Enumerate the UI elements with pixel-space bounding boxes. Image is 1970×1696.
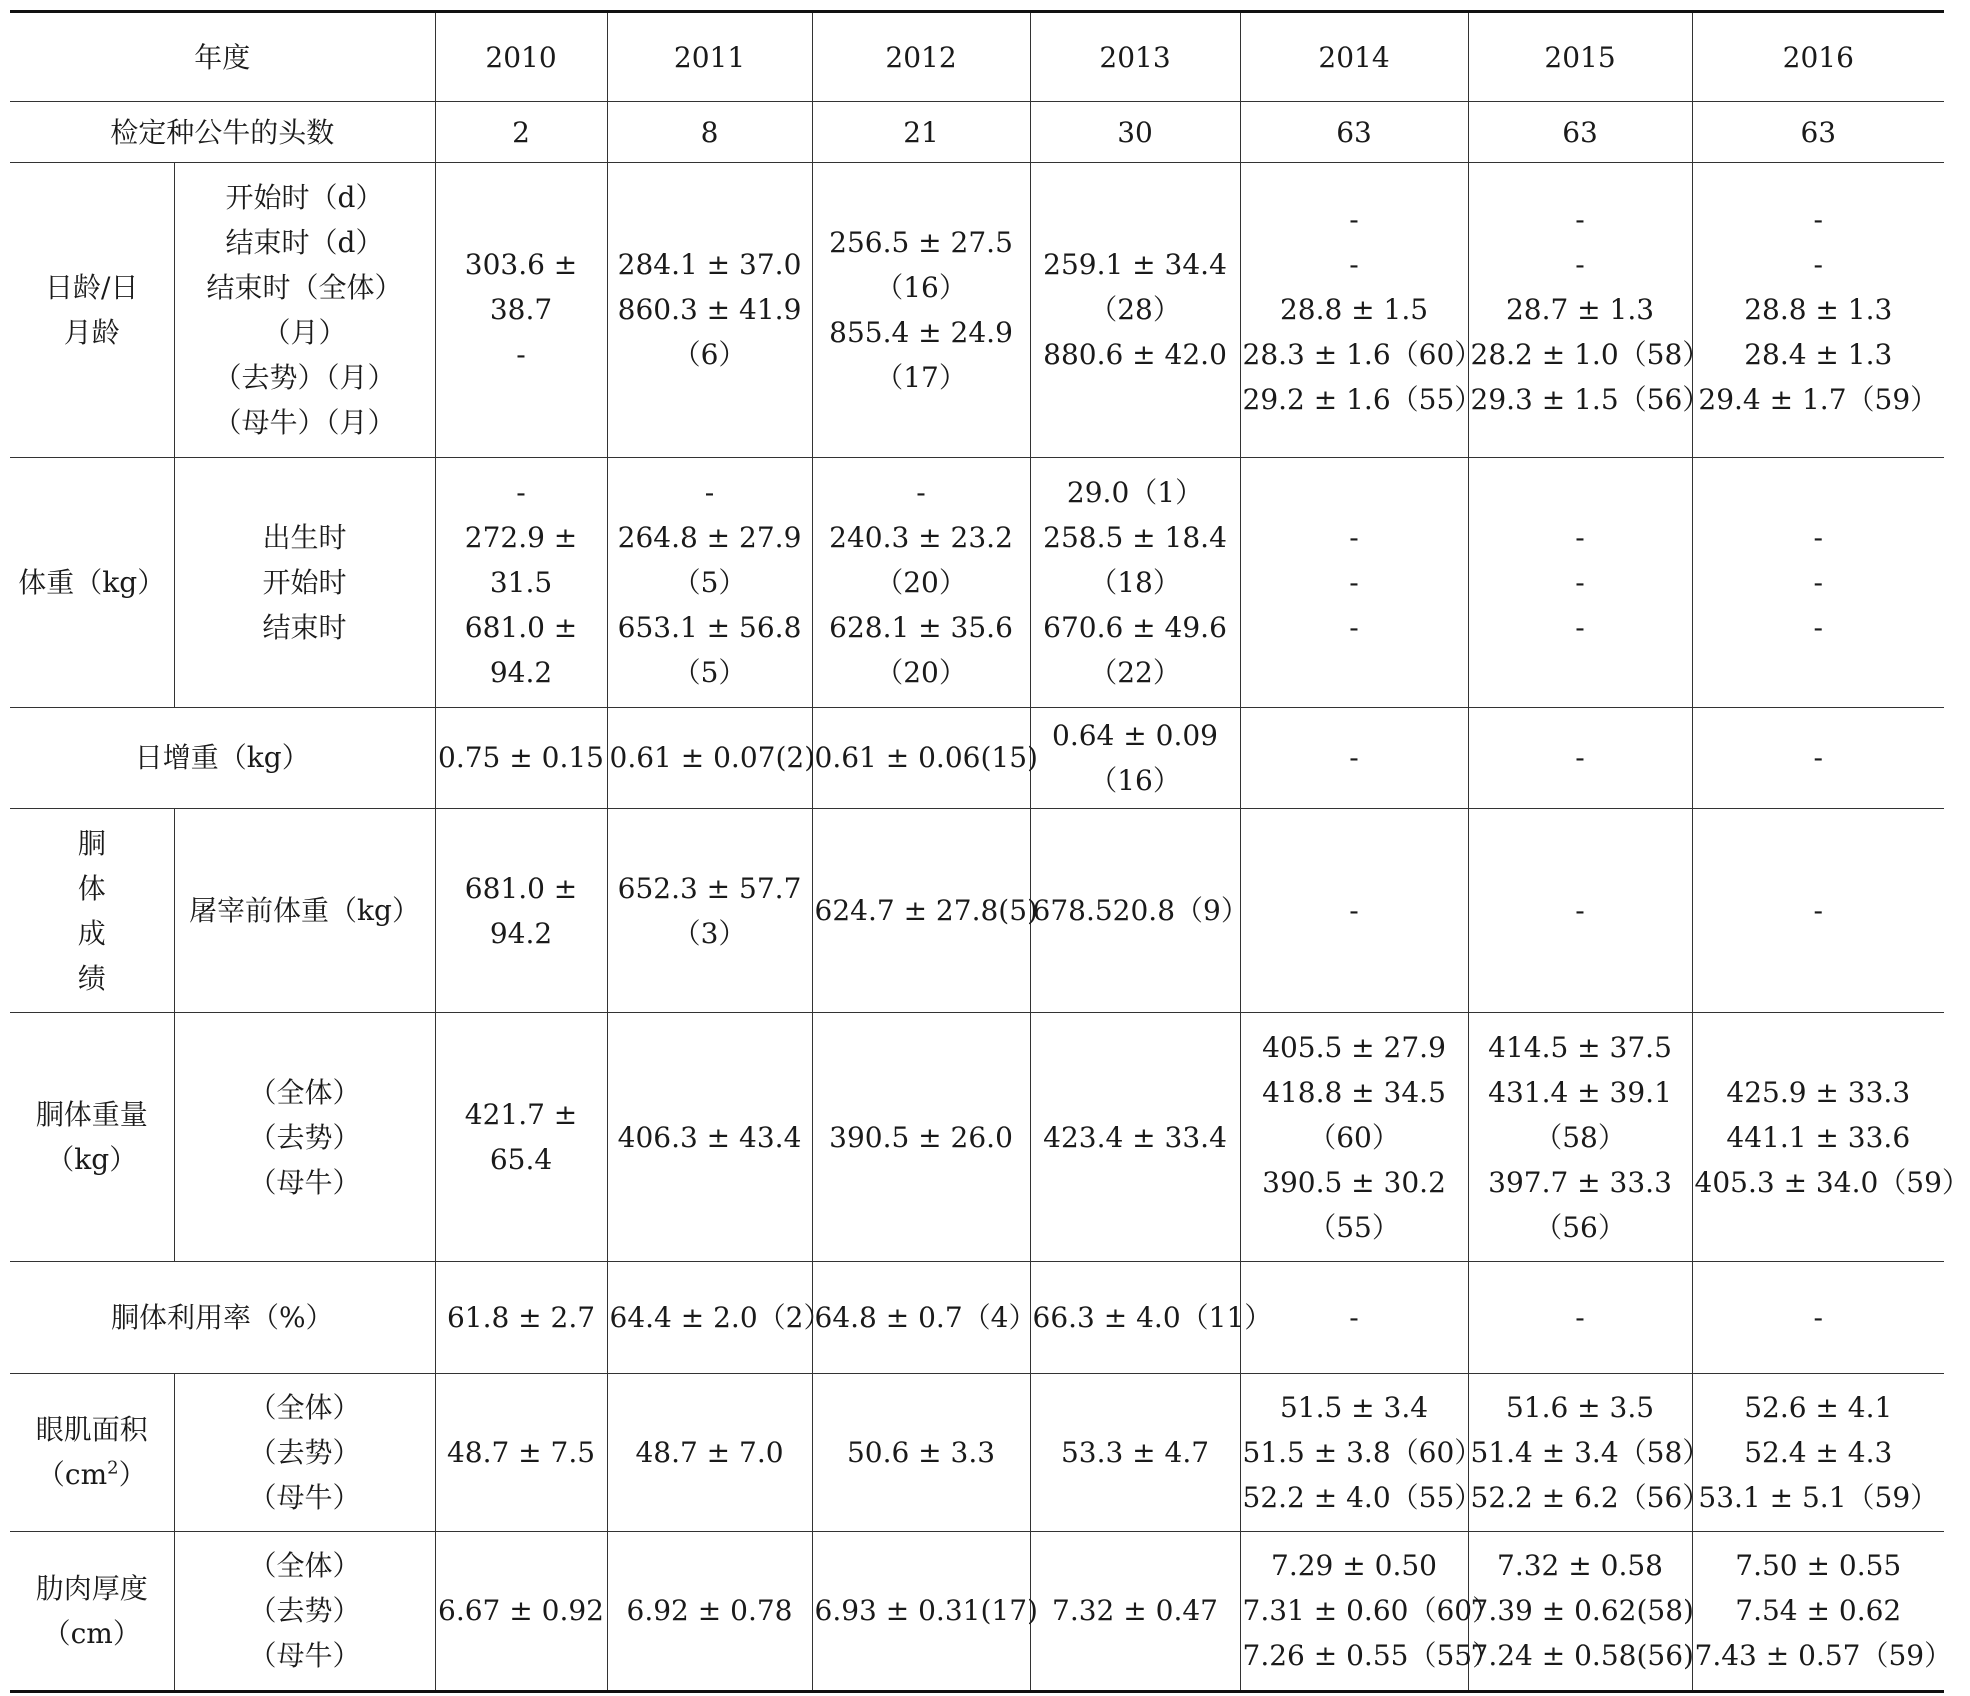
rib-thickness-2011: 6.92 ± 0.78 [607, 1531, 812, 1691]
carcass-weight-2012: 390.5 ± 26.0 [812, 1013, 1030, 1262]
dressing-pct-2015: - [1468, 1262, 1692, 1373]
header-row [10, 12, 1944, 102]
bull-count-2011: 8 [607, 102, 812, 163]
rib-thickness-2012: 6.93 ± 0.31(17) [812, 1531, 1030, 1691]
bull-count-2012: 21 [812, 102, 1030, 163]
rib-thickness-2016: 7.50 ± 0.55 7.54 ± 0.62 7.43 ± 0.57（59） [1692, 1531, 1944, 1691]
ribeye-area-row [10, 1373, 1944, 1531]
dressing-pct-2014: - [1240, 1262, 1468, 1373]
bull-count-row [10, 102, 1944, 163]
ribeye-area-title: 眼肌面积 [35, 1413, 148, 1447]
age-2015: - - 28.7 ± 1.3 28.2 ± 1.0（58） 29.3 ± 1.5（56） [1468, 163, 1692, 457]
pre-slaughter-2015: - [1468, 808, 1692, 1012]
year-2010: 2010 [435, 12, 607, 102]
pre-slaughter-2011: 652.3 ± 57.7 （3） [607, 808, 812, 1012]
age-2014: - - 28.8 ± 1.5 28.3 ± 1.6（60） 29.2 ± 1.6（55） [1240, 163, 1468, 457]
carcass-weight-row [10, 1013, 1944, 1262]
daily-gain-2012: 0.61 ± 0.06(15) [812, 707, 1030, 808]
rib-thickness-row [10, 1531, 1944, 1691]
age-2012: 256.5 ± 27.5 （16） 855.4 ± 24.9 （17） [812, 163, 1030, 457]
body-weight-2011: - 264.8 ± 27.9 （5） 653.1 ± 56.8 （5） [607, 457, 812, 707]
age-group-label: 日龄/日 月龄 [10, 163, 174, 457]
rib-thickness-2015: 7.32 ± 0.58 7.39 ± 0.62(58) 7.24 ± 0.58(56) [1468, 1531, 1692, 1691]
dressing-pct-2016: - [1692, 1262, 1944, 1373]
daily-gain-label: 日增重（kg） [10, 707, 435, 808]
dressing-pct-2011: 64.4 ± 2.0（2） [607, 1262, 812, 1373]
rib-thickness-2014: 7.29 ± 0.50 7.31 ± 0.60（60） 7.26 ± 0.55（55） [1240, 1531, 1468, 1691]
dressing-pct-label: 胴体利用率（%） [10, 1262, 435, 1373]
daily-gain-2015: - [1468, 707, 1692, 808]
pre-slaughter-2014: - [1240, 808, 1468, 1012]
body-weight-group-label: 体重（kg） [10, 457, 174, 707]
carcass-weight-group-label: 胴体重量 （kg） [10, 1013, 174, 1262]
body-weight-2012: - 240.3 ± 23.2 （20） 628.1 ± 35.6 （20） [812, 457, 1030, 707]
year-header-label: 年度 [10, 12, 435, 102]
daily-gain-2010: 0.75 ± 0.15 [435, 707, 607, 808]
rib-thickness-2010: 6.67 ± 0.92 [435, 1531, 607, 1691]
ribeye-area-2014: 51.5 ± 3.4 51.5 ± 3.8（60） 52.2 ± 4.0（55） [1240, 1373, 1468, 1531]
dressing-pct-2012: 64.8 ± 0.7（4） [812, 1262, 1030, 1373]
body-weight-sub-label: 出生时 开始时 结束时 [174, 457, 435, 707]
age-2010: 303.6 ± 38.7 - [435, 163, 607, 457]
body-weight-2015: - - - [1468, 457, 1692, 707]
body-weight-2010: - 272.9 ± 31.5 681.0 ± 94.2 [435, 457, 607, 707]
ribeye-area-unit: $(cm^2)$ [36, 1457, 147, 1492]
rib-thickness-2013: 7.32 ± 0.47 [1030, 1531, 1240, 1691]
age-row [10, 163, 1944, 457]
carcass-weight-2014: 405.5 ± 27.9 418.8 ± 34.5 （60） 390.5 ± 30.2 （55） [1240, 1013, 1468, 1262]
dressing-pct-2010: 61.8 ± 2.7 [435, 1262, 607, 1373]
daily-gain-2011: 0.61 ± 0.07(2) [607, 707, 812, 808]
year-2013: 2013 [1030, 12, 1240, 102]
body-weight-2016: - - - [1692, 457, 1944, 707]
bull-count-2015: 63 [1468, 102, 1692, 163]
rib-thickness-sub-label: （全体） （去势） （母牛） [174, 1531, 435, 1691]
rib-thickness-group-label: 肋肉厚度 （cm） [10, 1531, 174, 1691]
pre-slaughter-2016: - [1692, 808, 1944, 1012]
carcass-results-group-label: 胴 体 成 绩 [10, 808, 174, 1012]
age-2013: 259.1 ± 34.4 （28） 880.6 ± 42.0 [1030, 163, 1240, 457]
bull-count-2014: 63 [1240, 102, 1468, 163]
age-sub-label: 开始时（d） 结束时（d） 结束时（全体） （月） （去势）（月） （母牛）（月） [174, 163, 435, 457]
ribeye-area-2015: 51.6 ± 3.5 51.4 ± 3.4（58） 52.2 ± 6.2（56） [1468, 1373, 1692, 1531]
ribeye-area-2016: 52.6 ± 4.1 52.4 ± 4.3 53.1 ± 5.1（59） [1692, 1373, 1944, 1531]
year-2016: 2016 [1692, 12, 1944, 102]
pre-slaughter-sub-label: 屠宰前体重（kg） [174, 808, 435, 1012]
age-2011: 284.1 ± 37.0 860.3 ± 41.9 （6） [607, 163, 812, 457]
ribeye-area-2010: 48.7 ± 7.5 [435, 1373, 607, 1531]
ribeye-area-2012: 50.6 ± 3.3 [812, 1373, 1030, 1531]
ribeye-area-sub-label: （全体） （去势） （母牛） [174, 1373, 435, 1531]
age-2016: - - 28.8 ± 1.3 28.4 ± 1.3 29.4 ± 1.7（59） [1692, 163, 1944, 457]
carcass-weight-2015: 414.5 ± 37.5 431.4 ± 39.1 （58） 397.7 ± 33.3 （56） [1468, 1013, 1692, 1262]
dressing-pct-2013: 66.3 ± 4.0（11） [1030, 1262, 1240, 1373]
bull-count-label: 检定种公牛的头数 [10, 102, 435, 163]
daily-gain-2013: 0.64 ± 0.09 （16） [1030, 707, 1240, 808]
body-weight-row [10, 457, 1944, 707]
carcass-weight-sub-label: （全体） （去势） （母牛） [174, 1013, 435, 1262]
bull-count-2010: 2 [435, 102, 607, 163]
body-weight-2013: 29.0（1） 258.5 ± 18.4 （18） 670.6 ± 49.6 （22） [1030, 457, 1240, 707]
year-2015: 2015 [1468, 12, 1692, 102]
year-2012: 2012 [812, 12, 1030, 102]
pre-slaughter-2013: 678.520.8（9） [1030, 808, 1240, 1012]
pre-slaughter-2012: 624.7 ± 27.8(5) [812, 808, 1030, 1012]
carcass-weight-2016: 425.9 ± 33.3 441.1 ± 33.6 405.3 ± 34.0（59） [1692, 1013, 1944, 1262]
daily-gain-2016: - [1692, 707, 1944, 808]
ribeye-area-2011: 48.7 ± 7.0 [607, 1373, 812, 1531]
year-2011: 2011 [607, 12, 812, 102]
pre-slaughter-2010: 681.0 ± 94.2 [435, 808, 607, 1012]
carcass-weight-2011: 406.3 ± 43.4 [607, 1013, 812, 1262]
year-2014: 2014 [1240, 12, 1468, 102]
ribeye-area-2013: 53.3 ± 4.7 [1030, 1373, 1240, 1531]
bull-performance-table [10, 10, 1970, 1693]
carcass-weight-2013: 423.4 ± 33.4 [1030, 1013, 1240, 1262]
daily-gain-row [10, 707, 1944, 808]
bull-count-2013: 30 [1030, 102, 1240, 163]
dressing-pct-row [10, 1262, 1944, 1373]
pre-slaughter-row [10, 808, 1944, 1012]
carcass-weight-2010: 421.7 ± 65.4 [435, 1013, 607, 1262]
bull-count-2016: 63 [1692, 102, 1944, 163]
ribeye-area-group-label [10, 1373, 174, 1531]
body-weight-2014: - - - [1240, 457, 1468, 707]
daily-gain-2014: - [1240, 707, 1468, 808]
